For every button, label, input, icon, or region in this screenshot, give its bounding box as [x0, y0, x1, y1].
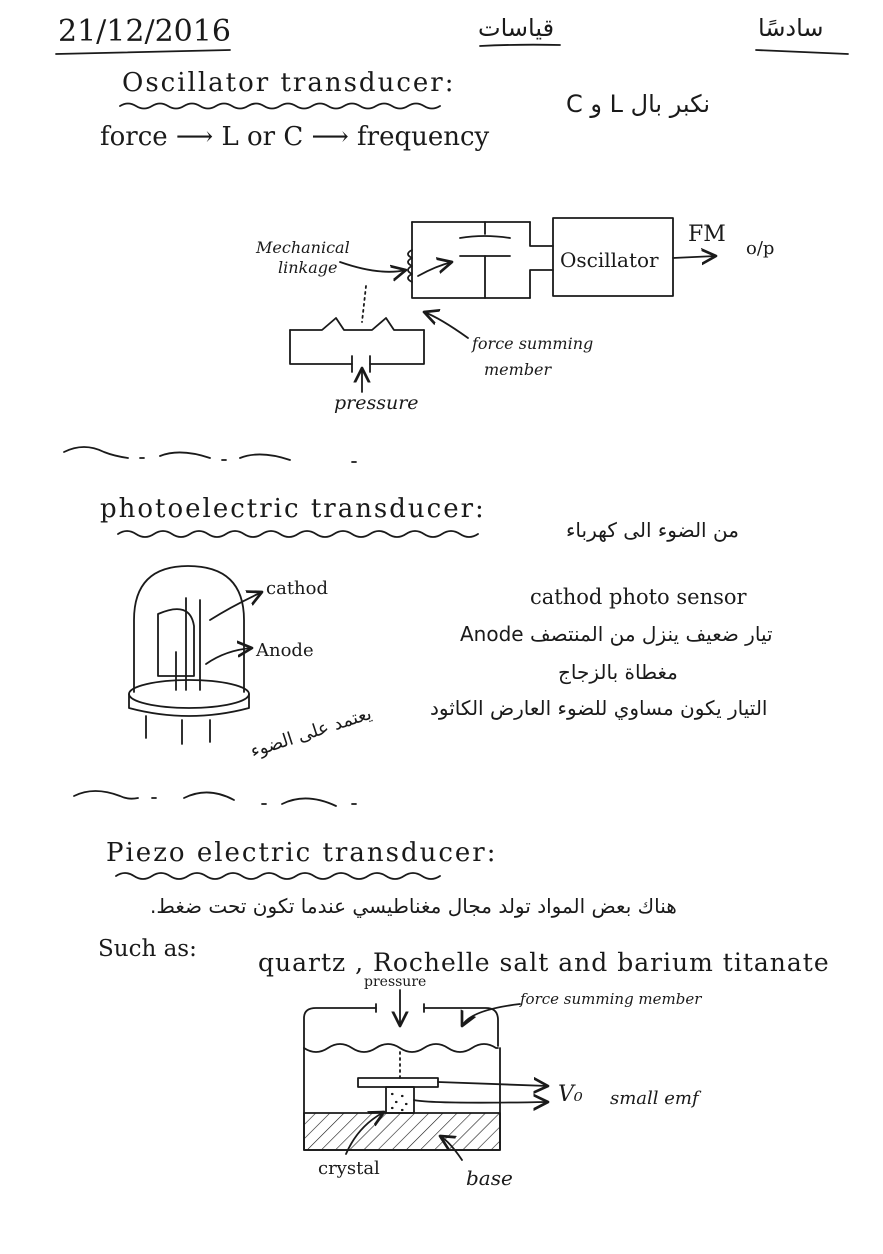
- phototube-diagram: [129, 566, 262, 744]
- piezo-pressure-label: pressure: [364, 974, 427, 990]
- photoelectric-arabic-note: من الضوء الى كهرباء: [566, 518, 739, 542]
- cathod-label: cathod: [266, 578, 328, 599]
- oscillator-flow: force ⟶ L or C ⟶ frequency: [100, 122, 490, 152]
- lecture-title: سادسًا: [758, 14, 824, 42]
- mechanical-label: Mechanical: [256, 238, 350, 257]
- force-summing-label: force summing: [472, 334, 594, 353]
- small-emf-label: small emf: [610, 1088, 699, 1109]
- member-label: member: [484, 360, 552, 379]
- photoelectric-heading: photoelectric transducer:: [100, 494, 486, 524]
- photo-note-1: cathod photo sensor: [530, 585, 747, 609]
- photo-note-3: مغطاة بالزجاج: [558, 660, 678, 684]
- oscillator-heading: Oscillator transducer:: [122, 68, 456, 98]
- separator-1: [64, 447, 356, 462]
- output-label: o/p: [746, 238, 775, 259]
- piezo-force-summing-label: force summing member: [520, 990, 702, 1008]
- pressure-label: pressure: [334, 392, 419, 414]
- subject-title: قياسات: [478, 14, 555, 42]
- base-label: base: [466, 1166, 513, 1190]
- photo-note-4: التيار يكون مساوي للضوء العارض الكاثود: [430, 696, 768, 720]
- oscillator-circuit-diagram: [290, 218, 716, 392]
- crystal-label: crystal: [318, 1158, 380, 1179]
- photo-note-2: تيار ضعيف ينزل من المنتصف Anode: [460, 622, 773, 646]
- separator-2: [74, 791, 356, 806]
- vo-label: V₀: [558, 1082, 583, 1107]
- oscillator-arabic-note: نكبر بال L و C: [566, 90, 711, 118]
- linkage-label: linkage: [278, 258, 338, 277]
- piezo-heading: Piezo electric transducer:: [106, 838, 498, 868]
- photo-heading-underline: [118, 531, 478, 537]
- note-date: 21/12/2016: [58, 14, 231, 49]
- photo-note-5: يعتمد على الضوء: [247, 703, 375, 762]
- piezo-diagram: [304, 990, 548, 1160]
- oscillator-box-label: Oscillator: [560, 248, 659, 272]
- anode-label: Anode: [256, 640, 314, 661]
- piezo-materials: quartz , Rochelle salt and barium titanate: [258, 948, 830, 977]
- piezo-heading-underline: [116, 873, 440, 879]
- piezo-arabic-note: هناك بعض المواد تولد مجال مغناطيسي عندما تكون تحت ضغط.: [150, 894, 677, 918]
- header-underlines: [56, 45, 848, 54]
- such-as-label: Such as:: [98, 936, 197, 962]
- oscillator-heading-underline: [120, 104, 440, 109]
- fm-label: FM: [688, 222, 726, 247]
